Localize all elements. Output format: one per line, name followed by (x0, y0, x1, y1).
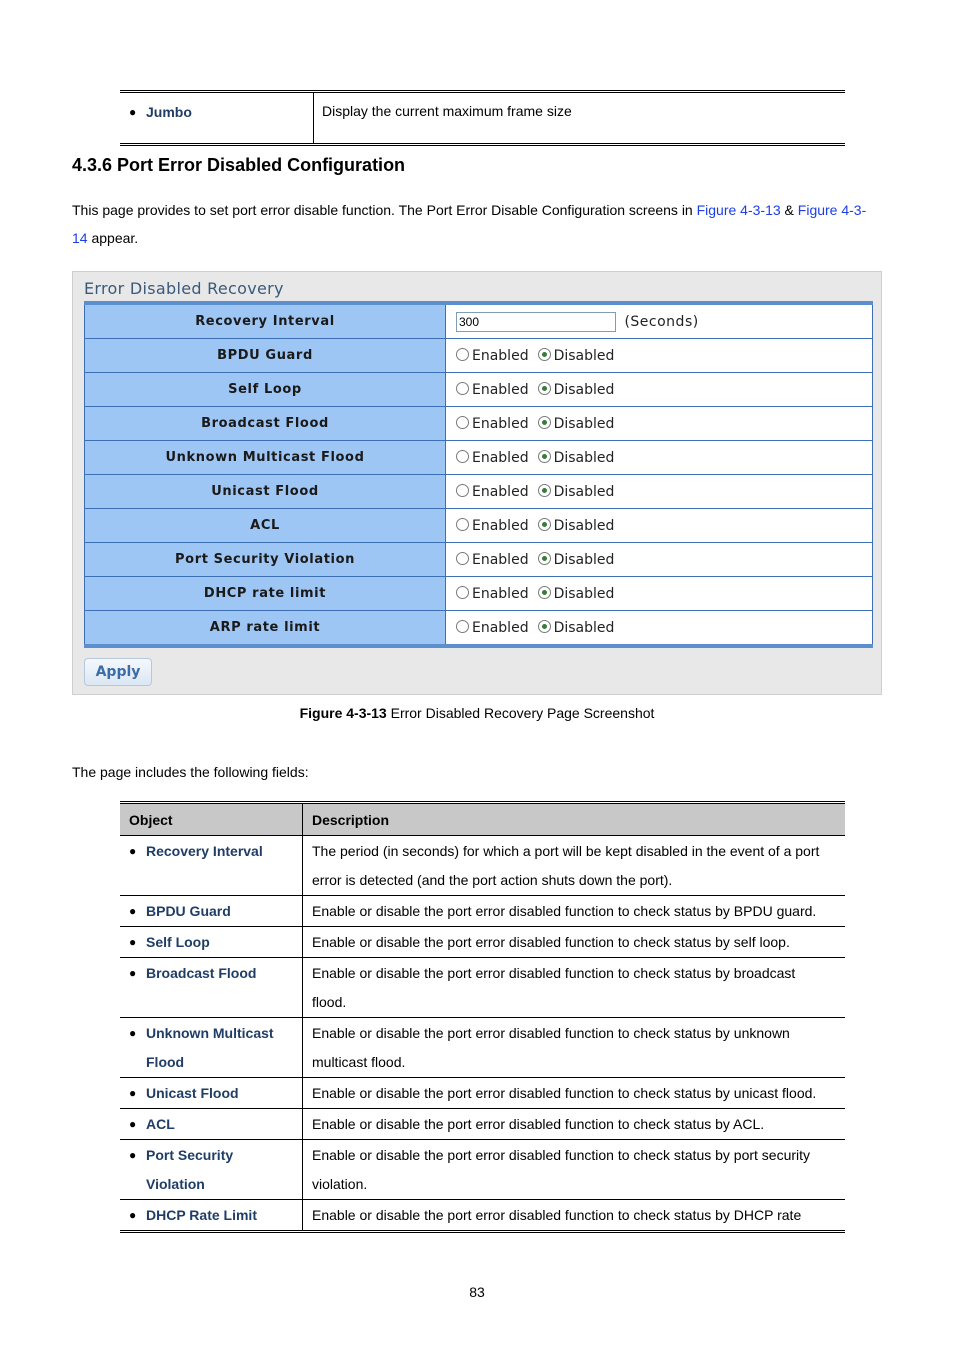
config-value (446, 373, 873, 407)
intro-text: This page provides to set port error disable function. The Port Error Disable Configuration screens in (72, 202, 697, 218)
dhcp-rate-limit-disabled-option[interactable] (538, 586, 615, 602)
radio-label: Disabled (553, 347, 615, 364)
config-label: Broadcast Flood (85, 407, 446, 441)
caption-figure-number: Figure 4-3-13 (299, 705, 387, 721)
enabled-radio-icon[interactable] (456, 586, 469, 599)
description-cell (303, 1078, 846, 1109)
list-item (120, 897, 302, 926)
figure-link-13[interactable]: Figure 4-3-13 (696, 202, 781, 218)
radio-label: Enabled (472, 483, 529, 500)
table-row (120, 958, 845, 1018)
object-label (146, 928, 210, 957)
enabled-radio-icon[interactable] (456, 620, 469, 633)
list-item (120, 1201, 302, 1230)
object-label (146, 1201, 257, 1230)
unicast-flood-disabled-option[interactable] (538, 484, 615, 500)
config-label: ARP rate limit (85, 611, 446, 647)
intro-text-end: appear. (87, 230, 139, 246)
disabled-radio-icon[interactable] (538, 620, 551, 633)
recovery-interval-input[interactable] (456, 312, 616, 332)
config-row-acl (85, 509, 873, 543)
object-cell (120, 836, 303, 896)
enabled-radio-icon[interactable] (456, 552, 469, 565)
description-line: Enable or disable the port error disabled function to check status by port security (312, 1147, 811, 1163)
table-row (120, 1109, 845, 1140)
object-label (146, 1019, 274, 1077)
broadcast-flood-enabled-option[interactable] (456, 416, 529, 432)
broadcast-flood-disabled-option[interactable] (538, 416, 615, 432)
config-label: Self Loop (85, 373, 446, 407)
list-item (120, 959, 302, 988)
table-row (120, 92, 845, 145)
config-label: Recovery Interval (85, 303, 446, 339)
description-line: Enable or disable the port error disabled function to check status by BPDU guard. (312, 903, 817, 919)
unknown-multicast-flood-disabled-option[interactable] (538, 450, 615, 466)
object-cell (120, 1200, 303, 1232)
description-line: Enable or disable the port error disabled function to check status by unknown (312, 1025, 790, 1041)
radio-label: Disabled (553, 585, 615, 602)
description-line: Enable or disable the port error disabled function to check status by unicast flood. (312, 1085, 817, 1101)
object-label-line: Port Security (146, 1147, 234, 1163)
enabled-radio-icon[interactable] (456, 518, 469, 531)
unknown-multicast-flood-enabled-option[interactable] (456, 450, 529, 466)
bullet-icon: ● (129, 1148, 137, 1162)
config-value (446, 303, 873, 339)
object-label-line: Self Loop (146, 934, 210, 950)
bullet-icon: ● (129, 844, 137, 858)
config-row-unknown-multicast-flood (85, 441, 873, 475)
config-row-dhcp-rate-limit (85, 577, 873, 611)
description-cell (303, 1018, 846, 1078)
config-value (446, 441, 873, 475)
config-row-port-security-violation (85, 543, 873, 577)
config-label: Unknown Multicast Flood (85, 441, 446, 475)
radio-label: Enabled (472, 619, 529, 636)
object-cell (120, 896, 303, 927)
acl-enabled-option[interactable] (456, 518, 529, 534)
config-value (446, 611, 873, 647)
radio-label: Disabled (553, 381, 615, 398)
disabled-radio-icon[interactable] (538, 484, 551, 497)
radio-label: Enabled (472, 585, 529, 602)
config-label: BPDU Guard (85, 339, 446, 373)
disabled-radio-icon[interactable] (538, 382, 551, 395)
fields-intro: The page includes the following fields: (72, 764, 309, 780)
description-cell (303, 1109, 846, 1140)
table-row (120, 896, 845, 927)
intro-paragraph (72, 196, 872, 252)
recovery-config-table (84, 301, 873, 648)
object-label-line: Violation (146, 1176, 205, 1192)
disabled-radio-icon[interactable] (538, 586, 551, 599)
object-cell (120, 1018, 303, 1078)
self-loop-disabled-option[interactable] (538, 382, 615, 398)
port-security-violation-enabled-option[interactable] (456, 552, 529, 568)
bpdu-guard-enabled-option[interactable] (456, 348, 529, 364)
object-label: Jumbo (146, 104, 192, 120)
radio-label: Enabled (472, 449, 529, 466)
config-label: ACL (85, 509, 446, 543)
config-row-unicast-flood (85, 475, 873, 509)
object-cell (120, 958, 303, 1018)
object-label-line: Flood (146, 1054, 185, 1070)
disabled-radio-icon[interactable] (538, 552, 551, 565)
acl-disabled-option[interactable] (538, 518, 615, 534)
table-row (120, 1018, 845, 1078)
description-line: Enable or disable the port error disabled function to check status by broadcast (312, 965, 796, 981)
object-cell (120, 1140, 303, 1200)
radio-label: Enabled (472, 551, 529, 568)
config-row-arp-rate-limit (85, 611, 873, 647)
description-line: Enable or disable the port error disabled function to check status by DHCP rate (312, 1207, 802, 1223)
description-line: violation. (312, 1176, 368, 1192)
config-value (446, 577, 873, 611)
list-item (120, 1079, 302, 1108)
config-value (446, 407, 873, 441)
table-row (120, 1200, 845, 1232)
figure-link-14[interactable]: Figure 4-3-14 (72, 202, 867, 246)
object-label (146, 959, 256, 988)
list-item (120, 1110, 302, 1139)
object-label-line: BPDU Guard (146, 903, 231, 919)
bullet-icon: ● (129, 1208, 137, 1222)
radio-label: Enabled (472, 381, 529, 398)
error-disabled-recovery-screenshot (72, 271, 882, 695)
bullet-icon: ● (129, 935, 137, 949)
header-description: Description (303, 803, 846, 836)
list-item (120, 837, 302, 866)
enabled-radio-icon[interactable] (456, 450, 469, 463)
config-row-bpdu-guard (85, 339, 873, 373)
object-label-line: DHCP Rate Limit (146, 1207, 257, 1223)
radio-label: Disabled (553, 517, 615, 534)
description-cell (303, 1140, 846, 1200)
list-item (120, 1141, 302, 1199)
bullet-icon: ● (129, 904, 137, 918)
description-cell (303, 927, 846, 958)
object-label (146, 1141, 233, 1199)
config-label: DHCP rate limit (85, 577, 446, 611)
config-value (446, 509, 873, 543)
description-cell (303, 836, 846, 896)
object-label-line: Unknown Multicast (146, 1025, 274, 1041)
description-line: The period (in seconds) for which a port will be kept disabled in the event of a port (312, 843, 820, 859)
object-label (146, 897, 231, 926)
config-row-self-loop (85, 373, 873, 407)
table-row (120, 927, 845, 958)
description-line: Enable or disable the port error disabled function to check status by self loop. (312, 934, 790, 950)
config-value (446, 339, 873, 373)
table-row (120, 836, 845, 896)
config-value (446, 475, 873, 509)
config-row-recovery-interval (85, 303, 873, 339)
enabled-radio-icon[interactable] (456, 416, 469, 429)
radio-label: Enabled (472, 347, 529, 364)
previous-fields-table (120, 90, 845, 146)
object-label (146, 1110, 175, 1139)
arp-rate-limit-enabled-option[interactable] (456, 620, 529, 636)
enabled-radio-icon[interactable] (456, 382, 469, 395)
radio-label: Disabled (553, 483, 615, 500)
section-title: 4.3.6 Port Error Disabled Configuration (72, 155, 406, 175)
config-value (446, 543, 873, 577)
port-security-violation-disabled-option[interactable] (538, 552, 615, 568)
page-number: 83 (469, 1284, 485, 1300)
radio-label: Disabled (553, 449, 615, 466)
radio-label: Disabled (553, 415, 615, 432)
table-header-row (120, 803, 845, 836)
description-cell (303, 958, 846, 1018)
config-label: Unicast Flood (85, 475, 446, 509)
bullet-icon: ● (129, 1026, 137, 1040)
radio-label: Disabled (553, 619, 615, 636)
radio-label: Enabled (472, 415, 529, 432)
intro-amp: & (780, 202, 798, 218)
bullet-icon: ● (129, 1117, 137, 1131)
arp-rate-limit-disabled-option[interactable] (538, 620, 615, 636)
dhcp-rate-limit-enabled-option[interactable] (456, 586, 529, 602)
caption-text: Error Disabled Recovery Page Screenshot (386, 705, 655, 721)
object-cell (120, 927, 303, 958)
description-line: multicast flood. (312, 1054, 406, 1070)
apply-button[interactable]: Apply (84, 658, 152, 686)
fields-table (120, 801, 845, 1233)
unit-label: (Seconds) (624, 313, 699, 330)
object-label-line: Recovery Interval (146, 843, 263, 859)
bpdu-guard-disabled-option[interactable] (538, 348, 615, 364)
description-line: flood. (312, 994, 347, 1010)
object-label-line: Unicast Flood (146, 1085, 239, 1101)
disabled-radio-icon[interactable] (538, 348, 551, 361)
description-line: error is detected (and the port action shuts down the port). (312, 872, 673, 888)
bullet-icon: ● (129, 1086, 137, 1100)
object-cell (120, 1078, 303, 1109)
radio-label: Disabled (553, 551, 615, 568)
description-line: Enable or disable the port error disabled function to check status by ACL. (312, 1116, 765, 1132)
config-row-broadcast-flood (85, 407, 873, 441)
header-object: Object (120, 803, 303, 836)
figure-caption (0, 705, 954, 721)
list-item (120, 928, 302, 957)
bullet-icon: ● (129, 966, 137, 980)
object-label (146, 837, 263, 866)
object-label-line: Broadcast Flood (146, 965, 257, 981)
object-cell (120, 92, 314, 145)
object-label (146, 1079, 239, 1108)
disabled-radio-icon[interactable] (538, 450, 551, 463)
self-loop-enabled-option[interactable] (456, 382, 529, 398)
description-cell: Display the current maximum frame size (322, 103, 572, 119)
table-row (120, 1078, 845, 1109)
enabled-radio-icon[interactable] (456, 348, 469, 361)
table-row (120, 1140, 845, 1200)
object-label-line: ACL (146, 1116, 175, 1132)
config-label: Port Security Violation (85, 543, 446, 577)
enabled-radio-icon[interactable] (456, 484, 469, 497)
list-item (120, 103, 313, 122)
disabled-radio-icon[interactable] (538, 416, 551, 429)
radio-label: Enabled (472, 517, 529, 534)
object-cell (120, 1109, 303, 1140)
disabled-radio-icon[interactable] (538, 518, 551, 531)
description-cell (303, 896, 846, 927)
bullet-icon: ● (129, 105, 137, 119)
unicast-flood-enabled-option[interactable] (456, 484, 529, 500)
description-cell (303, 1200, 846, 1232)
list-item (120, 1019, 302, 1077)
panel-title: Error Disabled Recovery (84, 279, 284, 298)
